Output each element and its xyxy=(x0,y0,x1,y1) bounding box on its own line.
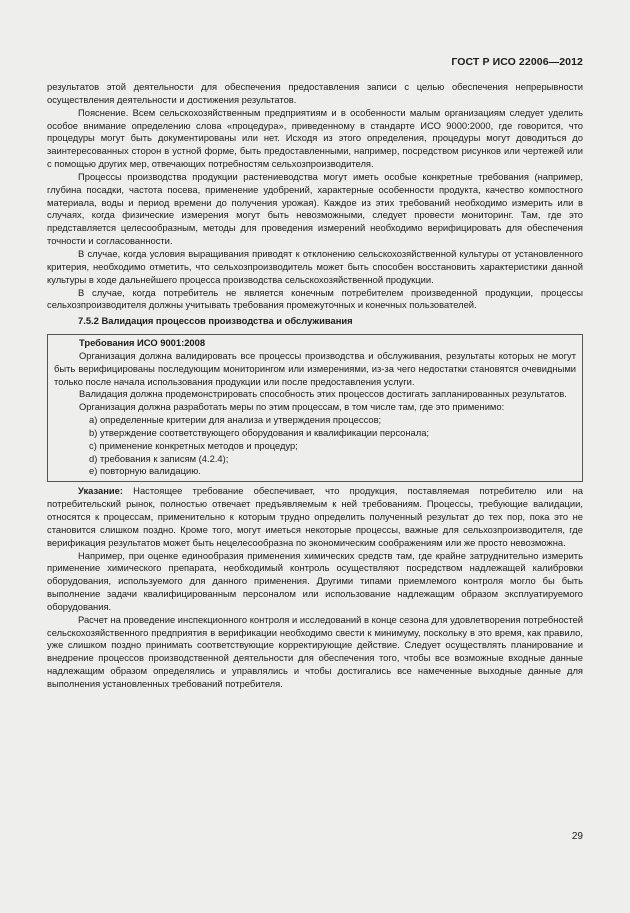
paragraph-end-consumer: В случае, когда потребитель не является конечным потребителем произведенной продукции, процессы сельхозпроизводителя должны учитывать требования промежуточных и конечных пользователей. xyxy=(47,286,583,311)
list-item: d) требования к записям (4.2.4); xyxy=(89,452,229,464)
requirements-list xyxy=(54,414,576,478)
requirements-paragraph: Организация должна разработать меры по этим процессам, в том числе там, где это применимо: xyxy=(79,401,505,413)
document-id-header: ГОСТ Р ИСО 22006—2012 xyxy=(451,56,583,68)
paragraph-inspection: Расчет на проведение инспекционного контроля и исследований в конце сезона для удовлетворения потребностей сельскохозяйственного предприятия в верификации необходимо свести к минимуму, поскольку в это время, как правило, уже слишком поздно принимать соответствующие корректирующие действие. Следует осуществлять планирование и внедрение процессов производственной деятельности для обеспечения того, чтобы все возможные входные данные надлежащим образом определялись и управлялись и чтобы достигались все намеченные выходные данные для выполнения установленных требований потребителя. xyxy=(47,613,583,689)
list-item: b) утверждение соответствующего оборудования и квалификации персонала; xyxy=(89,426,430,438)
list-item: e) повторную валидацию. xyxy=(89,465,201,477)
guidance-label: Указание: xyxy=(78,485,124,497)
requirements-paragraph: Валидация должна продемонстрировать способность этих процессов достигать запланированных результатов. xyxy=(79,388,567,400)
paragraph-explanation: Пояснение. Всем сельскохозяйственным предприятиям и в особенности малым организациям следует уделить особое внимание определению слова «процедура», приведенному в стандарте ИСО 9000:2000, где говорится, что процедуры могут быть документированы или нет. Исходя из этого определения, процедуры могут доводиться до заинтересованных сторон в устной форме, быть предоставленными, например, посредством рисунков или чертежей или с помощью других мер, отвечающих потребностям сельхозпроизводителя. xyxy=(47,106,583,170)
paragraph-chemical-example: Например, при оценке единообразия применения химических средств там, где крайне затруднительно измерить применение химического препарата, необходимый контроль осуществляют посредством надлежащей калибровки оборудования, используемого для данного применения. Другими типами приемлемого контроля могло бы быть выполнение задачи квалифицированным персоналом или использование надлежащим образом эксплуатируемого оборудования. xyxy=(47,549,583,612)
guidance-text: Настоящее требование обеспечивает, что продукция, поставляемая потребителю или на потребительский рынок, полностью отвечает предъявляемым к ней требованиям. Процессы, требующие валидации, относятся к процессам, применительно к которым трудно определить полученный результат до тех пор, пока это не становится слишком поздно. Кроме того, могут иметься некоторые процессы, важные для сельхозпроизводителя, где верификация результатов может быть нецелесообразна по экономическим соображениям или же просто невозможна. xyxy=(47,485,583,548)
page-number: 29 xyxy=(571,831,583,842)
paragraph-growing-conditions: В случае, когда условия выращивания приводят к отклонению сельскохозяйственной культуры от установленного критерия, необходимо отметить, что сельхозпроизводитель может быть способен восстановить характеристики данной культуры в ходе дальнейшего процесса производства сельскохозяйственной продукции. xyxy=(47,247,583,285)
page-body xyxy=(47,81,583,691)
paragraph-crop-processes: Процессы производства продукции растениеводства могут иметь особые конкретные требования (например, глубина посадки, частота посева, применение удобрений, характерные особенности продукта, качество компостного материала, воды и период времени до получения урожая). Каждое из этих требований необходимо измерить или в случаях, когда физические измерения могут быть невозможными, следует провести мониторинг. Там, где это представляется целесообразным, методы для проведения измерений необходимо верифицировать для обеспечения точности и согласованности. xyxy=(47,170,583,247)
paragraph-continuation: результатов этой деятельности для обеспечения предоставления записи с целью обеспечения непрерывности осуществления деятельности и достижения результатов. xyxy=(47,81,583,105)
section-title: 7.5.2 Валидация процессов производства и обслуживания xyxy=(78,315,353,327)
requirements-box xyxy=(47,334,583,482)
paragraph-guidance xyxy=(47,485,583,549)
list-item: c) применение конкретных методов и процедур; xyxy=(89,439,298,451)
requirements-paragraph: Организация должна валидировать все процессы производства и обслуживания, результаты которых не могут быть верифицированы последующим мониторингом или измерениями, из-за чего недостатки становятся очевидными только после начала использования продукции или после предоставления услуги. xyxy=(54,349,576,387)
requirements-box-title: Требования ИСО 9001:2008 xyxy=(79,337,206,349)
list-item: а) определенные критерии для анализа и утверждения процессов; xyxy=(89,414,382,426)
